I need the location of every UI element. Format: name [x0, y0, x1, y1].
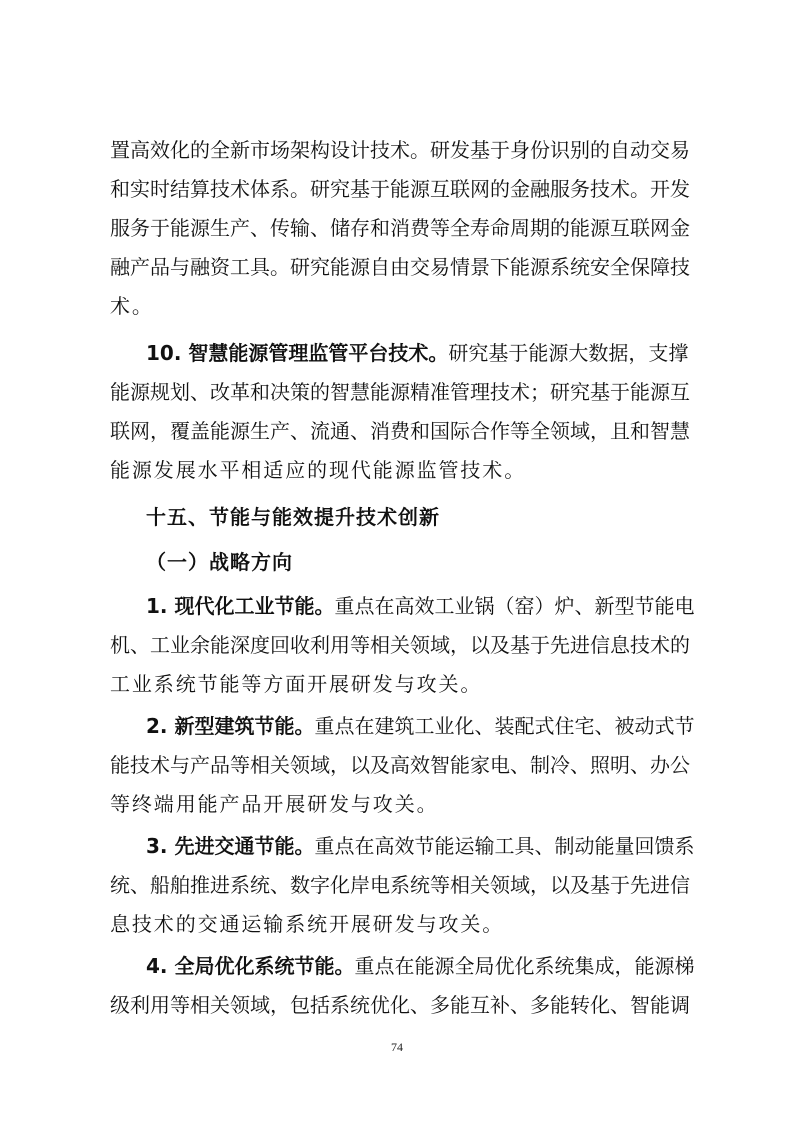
paragraph-line: 能源规划、改革和决策的智慧能源精准管理技术；研究基于能源互	[110, 380, 690, 404]
section-heading: 十五、节能与能效提升技术创新	[146, 505, 440, 529]
subsection-heading: （一）战略方向	[146, 550, 293, 574]
paragraph-line: 融产品与融资工具。研究能源自由交易情景下能源系统安全保障技	[110, 255, 690, 279]
item-1-title: 1. 现代化工业节能。	[146, 594, 335, 618]
item-3-first-line	[146, 826, 695, 866]
paragraph-line: 能源发展水平相适应的现代能源监管技术。	[110, 458, 527, 482]
paragraph-line: 工业系统节能等方面开展研发与攻关。	[110, 672, 483, 696]
paragraph-line: 等终端用能产品开展研发与攻关。	[110, 792, 439, 816]
item-10-title: 10. 智慧能源管理监管平台技术。	[146, 341, 449, 365]
paragraph-line: 级利用等相关领域，包括系统优化、多能互补、多能转化、智能调	[110, 993, 690, 1017]
paragraph-line: 置高效化的全新市场架构设计技术。研发基于身份识别的自动交易	[110, 138, 690, 162]
item-10-text: 研究基于能源大数据，支撑	[448, 341, 689, 365]
item-4-first-line	[146, 946, 695, 986]
page-number: 74	[391, 1040, 403, 1054]
item-2-text: 重点在建筑工业化、装配式住宅、被动式节	[314, 714, 695, 738]
paragraph-line: 服务于能源生产、传输、储存和消费等全寿命周期的能源互联网金	[110, 216, 690, 240]
item-4-title: 4. 全局优化系统节能。	[146, 954, 355, 978]
item-4-text: 重点在能源全局优化系统集成，能源梯	[354, 954, 695, 978]
item-3-text: 重点在高效节能运输工具、制动能量回馈系	[314, 834, 695, 858]
paragraph-line: 术。	[110, 294, 154, 318]
paragraph-line: 息技术的交通运输系统开展研发与攻关。	[110, 912, 505, 936]
item-2-first-line	[146, 706, 695, 746]
paragraph-line: 能技术与产品等相关领域，以及高效智能家电、制冷、照明、办公	[110, 753, 690, 777]
paragraph-line: 和实时结算技术体系。研究基于能源互联网的金融服务技术。开发	[110, 177, 690, 201]
item-1-first-line	[146, 586, 695, 626]
paragraph-line: 联网，覆盖能源生产、流通、消费和国际合作等全领域，且和智慧	[110, 419, 690, 443]
item-2-title: 2. 新型建筑节能。	[146, 714, 315, 738]
item-1-text: 重点在高效工业锅（窑）炉、新型节能电	[334, 594, 695, 618]
paragraph-line: 机、工业余能深度回收利用等相关领域，以及基于先进信息技术的	[110, 633, 690, 657]
item-3-title: 3. 先进交通节能。	[146, 834, 315, 858]
item-10-first-line	[146, 333, 689, 373]
paragraph-line: 统、船舶推进系统、数字化岸电系统等相关领域，以及基于先进信	[110, 873, 690, 897]
